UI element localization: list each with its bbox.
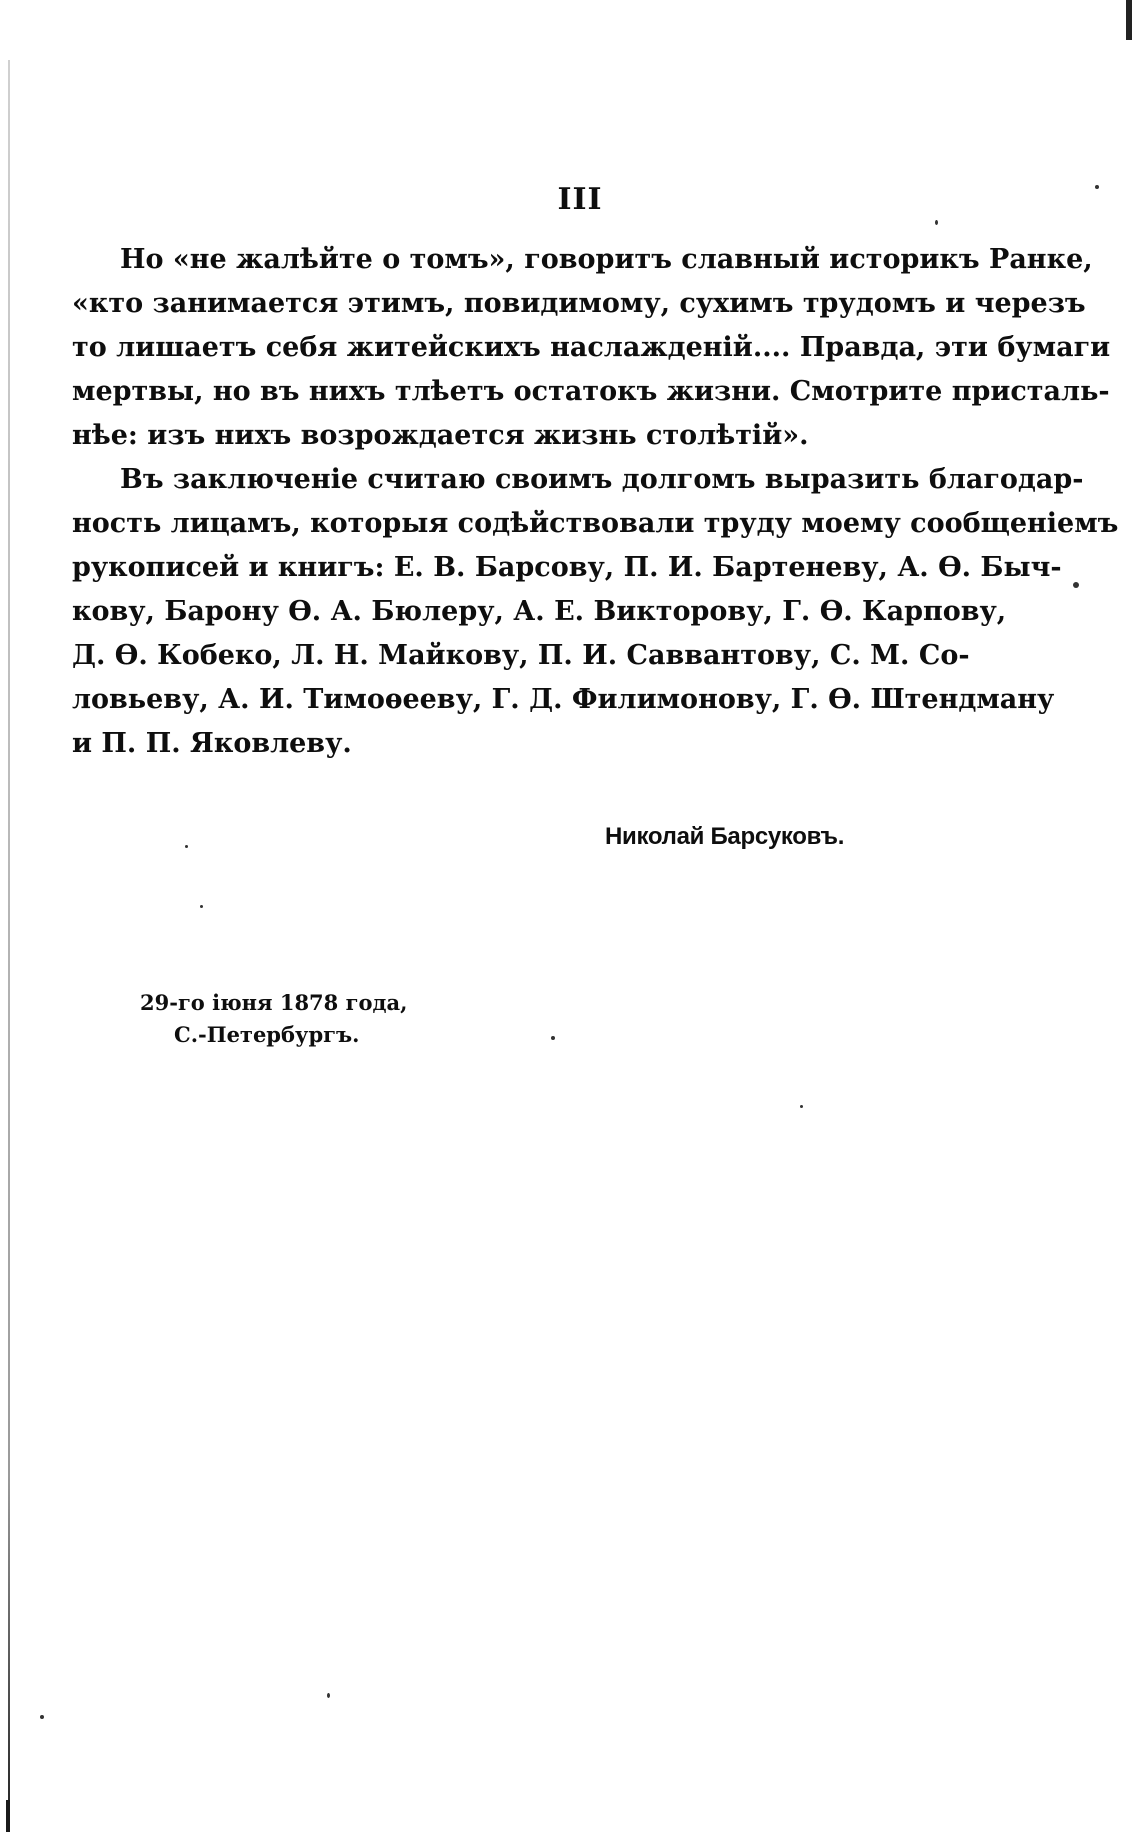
scan-speck — [1073, 582, 1079, 588]
author-signature: Николай Барсуковъ. — [605, 823, 845, 850]
scan-edge-left — [8, 60, 10, 1830]
text-line: Но «не жалѣйте о томъ», говоритъ славный историкъ Ранке, — [120, 244, 1093, 275]
date-place-block — [140, 987, 407, 1051]
scan-speck — [935, 220, 938, 225]
page-number: III — [557, 182, 603, 217]
scan-speck — [185, 845, 188, 848]
text-line: то лишаетъ себя житейскихъ наслажденій.... Правда, эти бумаги — [72, 332, 1111, 363]
scan-speck — [800, 1105, 803, 1108]
text-line: и П. П. Яковлеву. — [72, 728, 352, 759]
paragraph-acknowledgements — [72, 458, 1119, 766]
text-line: нѣе: изъ нихъ возрождается жизнь столѣтій». — [72, 420, 809, 451]
text-line: Д. Ѳ. Кобеко, Л. Н. Майкову, П. И. Саввантову, С. М. Со- — [72, 640, 970, 671]
text-line: кову, Барону Ѳ. А. Бюлеру, А. Е. Викторову, Г. Ѳ. Карпову, — [72, 596, 1007, 627]
scan-speck — [327, 1693, 330, 1698]
text-line: «кто занимается этимъ, повидимому, сухимъ трудомъ и черезъ — [72, 288, 1086, 319]
text-line: ловьеву, А. И. Тимоѳееву, Г. Д. Филимонову, Г. Ѳ. Штендману — [72, 684, 1055, 715]
scan-speck — [551, 1036, 555, 1040]
scan-edge-left-foot — [6, 1800, 10, 1832]
scan-speck — [200, 905, 203, 908]
scan-speck — [40, 1715, 44, 1719]
text-line: ность лицамъ, которыя содѣйствовали труду моему сообщеніемъ — [72, 508, 1119, 539]
place-line: С.-Петербургъ. — [174, 1022, 360, 1047]
scan-speck — [1095, 185, 1099, 189]
paragraph-quote — [72, 238, 1111, 458]
text-line: мертвы, но въ нихъ тлѣетъ остатокъ жизни. Смотрите присталь- — [72, 376, 1110, 407]
text-line: рукописей и книгъ: Е. В. Барсову, П. И. Бартеневу, А. Ѳ. Быч- — [72, 552, 1062, 583]
date-line: 29-го іюня 1878 года, — [140, 990, 408, 1015]
scan-edge-right — [1126, 0, 1132, 40]
text-line: Въ заключеніе считаю своимъ долгомъ выразить благодар- — [120, 464, 1084, 495]
